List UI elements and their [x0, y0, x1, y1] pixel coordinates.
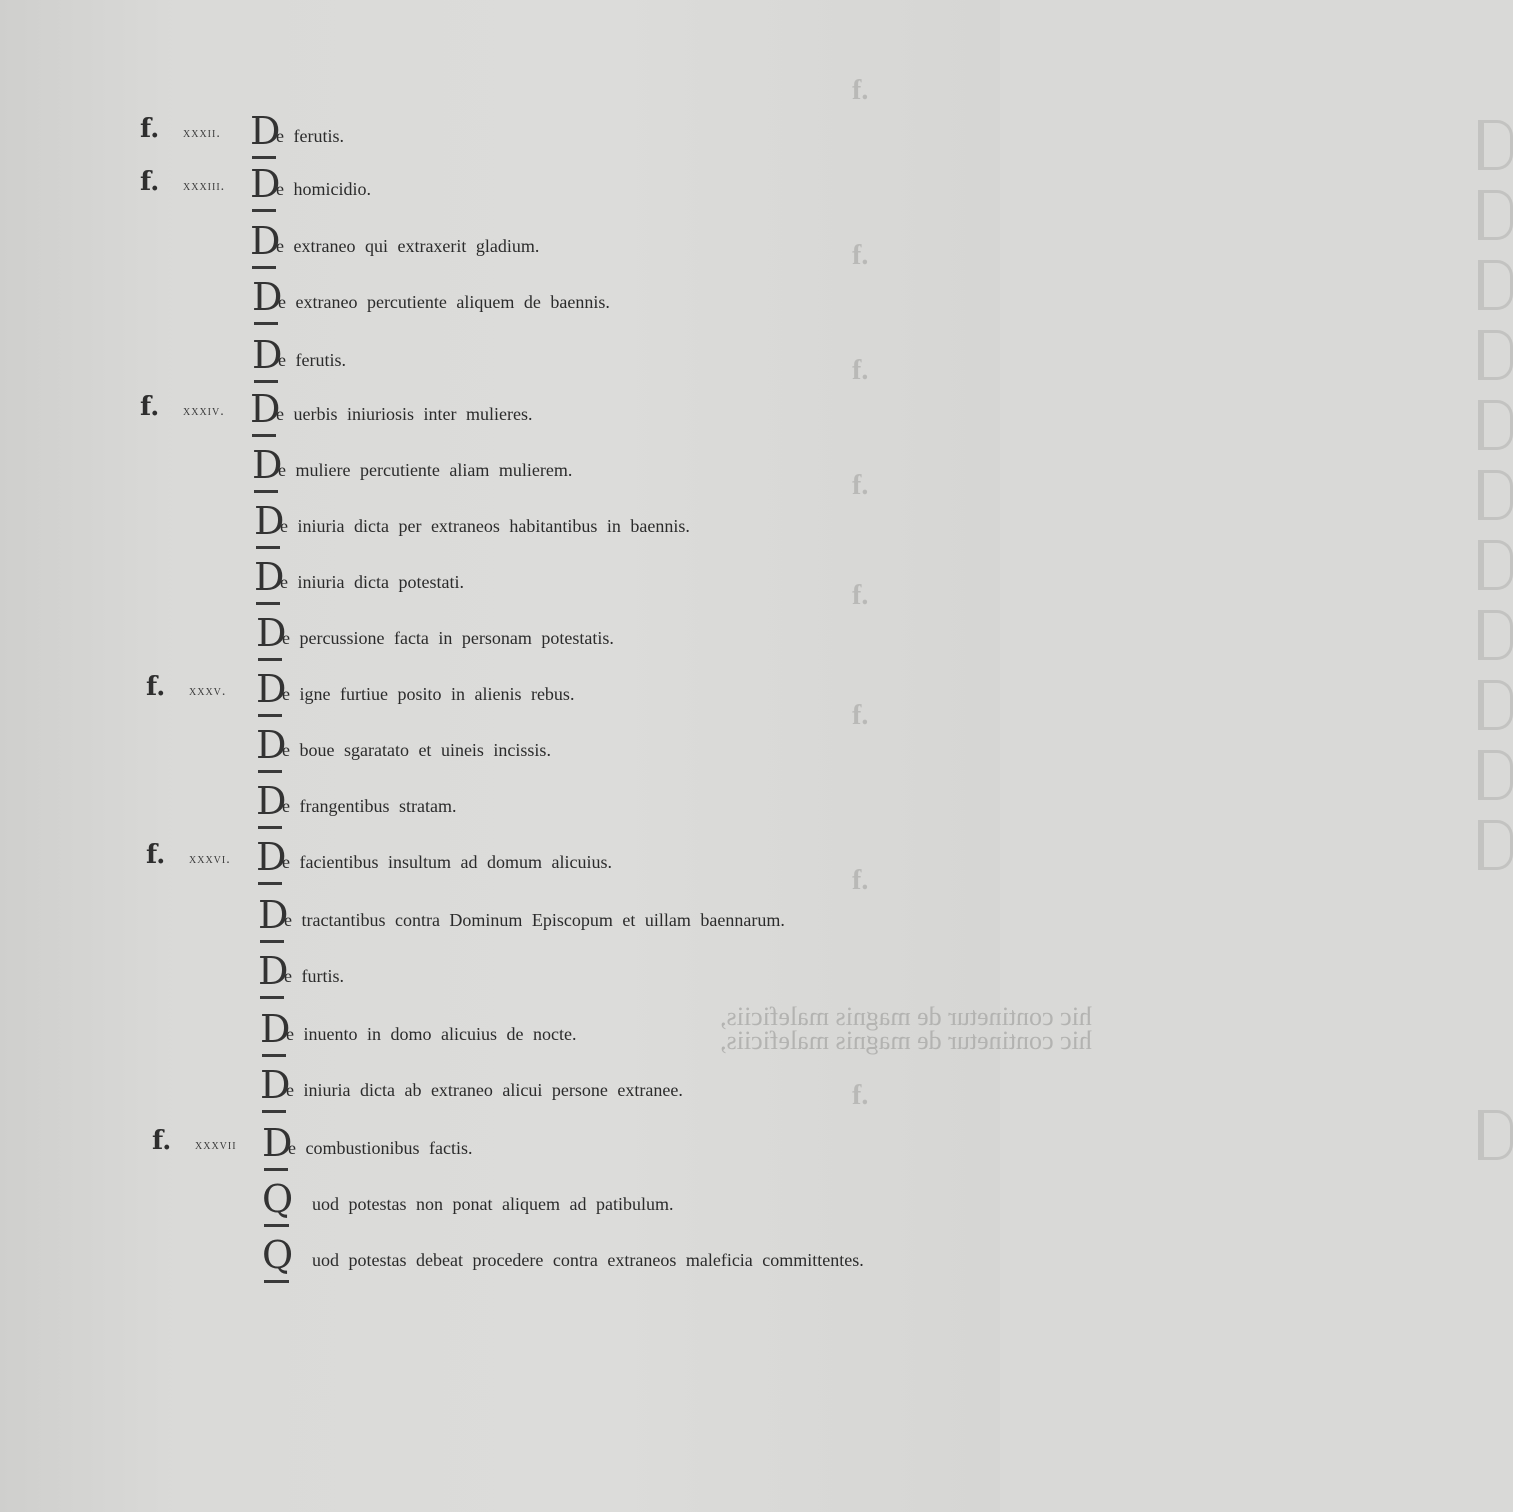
ghost-initial: [1478, 540, 1513, 590]
chapter-number: xxxii.: [183, 126, 221, 141]
ghost-initial: [1478, 470, 1513, 520]
decorated-initial: D: [256, 835, 287, 879]
decorated-initial: D: [254, 499, 285, 543]
decorated-initial: D: [260, 1007, 291, 1051]
decorated-initial: D: [250, 219, 281, 263]
folio-mark: f.: [140, 114, 160, 144]
entry-text: e furtis.: [284, 966, 344, 986]
ghost-folio-mark: f.: [852, 865, 869, 896]
ghost-folio-mark: f.: [852, 470, 869, 501]
decorated-initial: D: [260, 1063, 291, 1107]
entry-text: e iniuria dicta per extraneos habitantibus in baennis.: [280, 516, 690, 536]
entry-text: e extraneo percutiente aliquem de baennis.: [278, 292, 610, 312]
ghost-initial: [1478, 260, 1513, 310]
decorated-initial: D: [256, 667, 287, 711]
entry-text: e iniuria dicta potestati.: [280, 572, 464, 592]
decorated-initial: D: [256, 723, 287, 767]
decorated-initial: D: [250, 109, 281, 153]
entry-text: e frangentibus stratam.: [282, 796, 457, 816]
entry-text: e uerbis iniuriosis inter mulieres.: [276, 404, 533, 424]
decorated-initial: D: [258, 893, 289, 937]
ghost-folio-mark: f.: [852, 700, 869, 731]
ghost-initial: [1478, 750, 1513, 800]
folio-mark: f.: [152, 1126, 172, 1156]
decorated-initial: Q: [262, 1177, 294, 1221]
entry-text: e ferutis.: [278, 350, 346, 370]
entry-text: e muliere percutiente aliam mulierem.: [278, 460, 573, 480]
show-through-column: [730, 120, 890, 1220]
chapter-number: xxxiv.: [183, 404, 225, 419]
ghost-initial: [1478, 1110, 1513, 1160]
folio-mark: f.: [140, 167, 160, 197]
folio-mark: f.: [146, 672, 166, 702]
ghost-folio-mark: f.: [852, 1080, 869, 1111]
decorated-initial: D: [262, 1121, 293, 1165]
chapter-number: xxxvii: [195, 1138, 237, 1153]
entry-text: uod potestas non ponat aliquem ad patibulum.: [312, 1194, 674, 1214]
ghost-initial: [1478, 400, 1513, 450]
ghost-folio-mark: f.: [852, 75, 869, 106]
decorated-initial: D: [252, 443, 283, 487]
decorated-initial: D: [256, 611, 287, 655]
ghost-initial: [1478, 190, 1513, 240]
decorated-initial: D: [256, 779, 287, 823]
decorated-initial: D: [252, 333, 283, 377]
chapter-number: xxxvi.: [189, 852, 231, 867]
ghost-folio-mark: f.: [852, 580, 869, 611]
ghost-initial: [1478, 120, 1513, 170]
show-through-heading-line: hic continetur de magnis maleficiis,: [720, 1002, 1092, 1031]
entry-text: uod potestas debeat procedere contra extraneos maleficia committentes.: [312, 1250, 864, 1270]
entry-text: e ferutis.: [276, 126, 344, 146]
chapter-number: xxxv.: [189, 684, 227, 699]
entry-text: e inuento in domo alicuius de nocte.: [286, 1024, 577, 1044]
entry-text: e extraneo qui extraxerit gladium.: [276, 236, 540, 256]
entry-text: e boue sgaratato et uineis incissis.: [282, 740, 551, 760]
entry-text: e iniuria dicta ab extraneo alicui persone extranee.: [286, 1080, 683, 1100]
ghost-initial: [1478, 330, 1513, 380]
show-through-heading-line: hic continetur de magnis maleficiis,: [720, 1026, 1092, 1055]
decorated-initial: D: [258, 949, 289, 993]
decorated-initial: D: [250, 162, 281, 206]
ghost-folio-mark: f.: [852, 240, 869, 271]
ghost-folio-mark: f.: [852, 355, 869, 386]
chapter-number: xxxiii.: [183, 179, 226, 194]
entry-text: e igne furtiue posito in alienis rebus.: [282, 684, 575, 704]
show-through-heading: [720, 1002, 1092, 1055]
decorated-initial: D: [252, 275, 283, 319]
folio-mark: f.: [146, 840, 166, 870]
ghost-initial: [1478, 820, 1513, 870]
decorated-initial: D: [254, 555, 285, 599]
entry-text: e facientibus insultum ad domum alicuius.: [282, 852, 612, 872]
decorated-initial: D: [250, 387, 281, 431]
folio-mark: f.: [140, 392, 160, 422]
entry-text: e homicidio.: [276, 179, 371, 199]
entry-text: e percussione facta in personam potestatis.: [282, 628, 614, 648]
ghost-initial: [1478, 680, 1513, 730]
entry-text: e combustionibus factis.: [288, 1138, 473, 1158]
decorated-initial: Q: [262, 1233, 294, 1277]
ghost-initial: [1478, 610, 1513, 660]
entry-text: e tractantibus contra Dominum Episcopum et uillam baennarum.: [284, 910, 785, 930]
